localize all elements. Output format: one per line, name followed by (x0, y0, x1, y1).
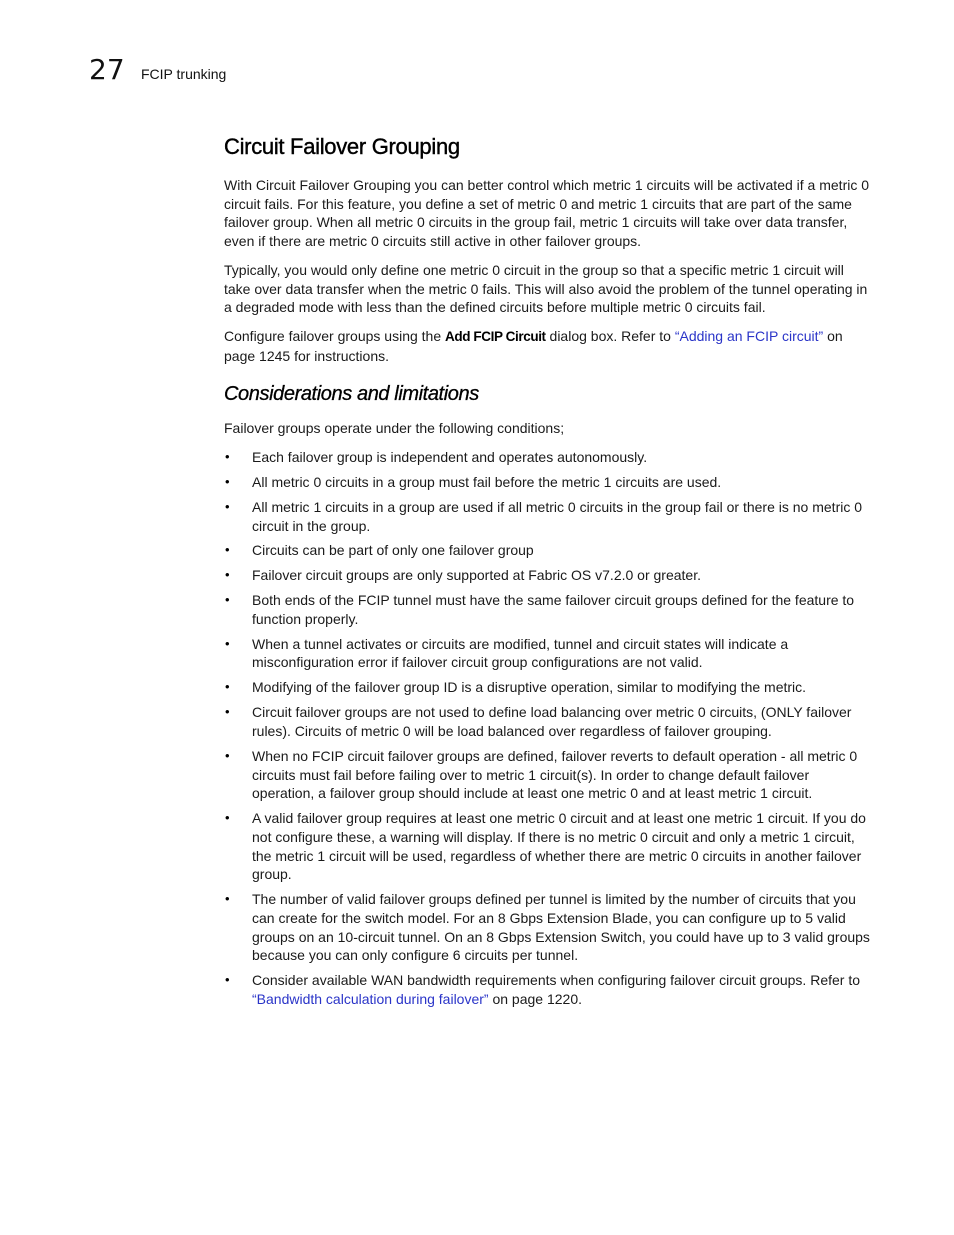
para3-text-start: Configure failover groups using the (224, 327, 446, 344)
list-item (224, 541, 870, 560)
bullet-icon: • (225, 473, 230, 489)
section-paragraph-1: With Circuit Failover Grouping you can better control which metric 1 circuits will be activated if a metric 0 circuit fails. For this feature, you define a set of metric 0 and metric 1 circuits that are part of the same failover group. When all metric 0 circuits in the group fail, metric 1 circuits will take over data transfer, even if there are metric 0 circuits still active in other failover groups. (224, 177, 870, 250)
bullet-icon: • (225, 449, 230, 465)
para3-text-middle: dialog box. Refer to (545, 327, 675, 344)
list-item-text: Circuit failover groups are not used to define load balancing over metric 0 circuits, (ONLY failover rules). Circuits of metric 0 will be load balanced over regardless of failover grouping. (252, 704, 852, 739)
bullet-icon: • (225, 542, 230, 558)
bullet-icon: • (225, 567, 230, 583)
bullet-icon: • (225, 747, 230, 763)
bullet-icon: • (225, 704, 230, 720)
list-item-text: The number of valid failover groups defined per tunnel is limited by the number of circuits that you can create for the switch model. For an 8 Gbps Extension Blade, you can configure up to 5 valid groups on an 10-circuit tunnel. On an 8 Gbps Extension Switch, you could have up to 3 valid groups because you can only configure 6 circuits per tunnel. (252, 891, 870, 964)
section-paragraph-3 (224, 327, 870, 365)
list-item-text: A valid failover group requires at least one metric 0 circuit and at least one metric 1 circuit. If you do not configure these, a warning will display. If there is no metric 0 circuit and only a metric 1 circuit, the metric 1 circuit will be used, regardless of whether there are metric 0 circuits in another failover group. (252, 810, 866, 883)
add-fcip-circuit-term: Add FCIP Circuit (445, 328, 546, 344)
list-item-text: Both ends of the FCIP tunnel must have the same failover circuit groups defined for the feature to function properly. (252, 592, 855, 627)
list-item (224, 890, 870, 965)
bullet-icon: • (225, 635, 230, 651)
subsection-title: Considerations and limitations (224, 383, 479, 406)
list-item (224, 678, 870, 697)
bullet-icon: • (225, 972, 230, 988)
adding-fcip-circuit-link[interactable]: “Adding an FCIP circuit” (674, 327, 824, 344)
list-item (224, 747, 870, 803)
chapter-number: 27 (89, 53, 125, 86)
list-item-text-end: on page 1220. (488, 990, 582, 1007)
subsection-intro: Failover groups operate under the following conditions; (224, 420, 565, 437)
list-item-text: Each failover group is independent and operates autonomously. (252, 449, 648, 466)
list-item (224, 703, 870, 740)
list-item (224, 591, 870, 628)
list-item (224, 473, 870, 492)
bullet-icon: • (225, 498, 230, 514)
chapter-title: FCIP trunking (141, 66, 227, 82)
list-item-text: Circuits can be part of only one failover group (252, 542, 534, 559)
section-paragraph-2: Typically, you would only define one metric 0 circuit in the group so that a specific metric 1 circuit will take over data transfer when the metric 0 fails. This will also avoid the problem of the tunnel operating in a degraded mode with less than the defined circuits before multiple metric 0 circuits fail. (224, 261, 868, 316)
list-item-text: When a tunnel activates or circuits are modified, tunnel and circuit states will indicate a misconfiguration error if failover circuit group configurations are not valid. (252, 635, 789, 671)
conditions-list (224, 448, 870, 1009)
list-item-text: Consider available WAN bandwidth requirements when configuring failover circuit groups. Refer to (252, 972, 861, 989)
list-item (224, 809, 870, 884)
main-content (224, 132, 870, 1015)
bullet-icon: • (225, 679, 230, 695)
section-title: Circuit Failover Grouping (224, 134, 460, 159)
bullet-icon: • (225, 592, 230, 608)
bandwidth-calculation-link[interactable]: “Bandwidth calculation during failover” (252, 990, 489, 1007)
list-item-text: Modifying of the failover group ID is a disruptive operation, similar to modifying the metric. (252, 679, 807, 696)
list-item-text: Failover circuit groups are only supported at Fabric OS v7.2.0 or greater. (252, 567, 701, 584)
list-item-text: When no FCIP circuit failover groups are defined, failover reverts to default operation - all metric 0 circuits must fail before failing over to metric 1 circuit(s). In order to change default failover operation, a failover group should include at least one metric 0 and at least metric 1 circuit. (252, 747, 858, 802)
para3-text-end: on page 1245 for instructions. (224, 327, 843, 364)
list-item (224, 971, 870, 1008)
list-item (224, 635, 870, 672)
bullet-icon: • (225, 810, 230, 826)
list-item-text: All metric 1 circuits in a group are used if all metric 0 circuits in the group fail or there is no metric 0 circuit in the group. (252, 498, 863, 534)
list-item (224, 448, 870, 467)
list-item-text: All metric 0 circuits in a group must fail before the metric 1 circuits are used. (252, 473, 722, 490)
list-item (224, 498, 870, 535)
list-item (224, 566, 870, 585)
bullet-icon: • (225, 891, 230, 907)
